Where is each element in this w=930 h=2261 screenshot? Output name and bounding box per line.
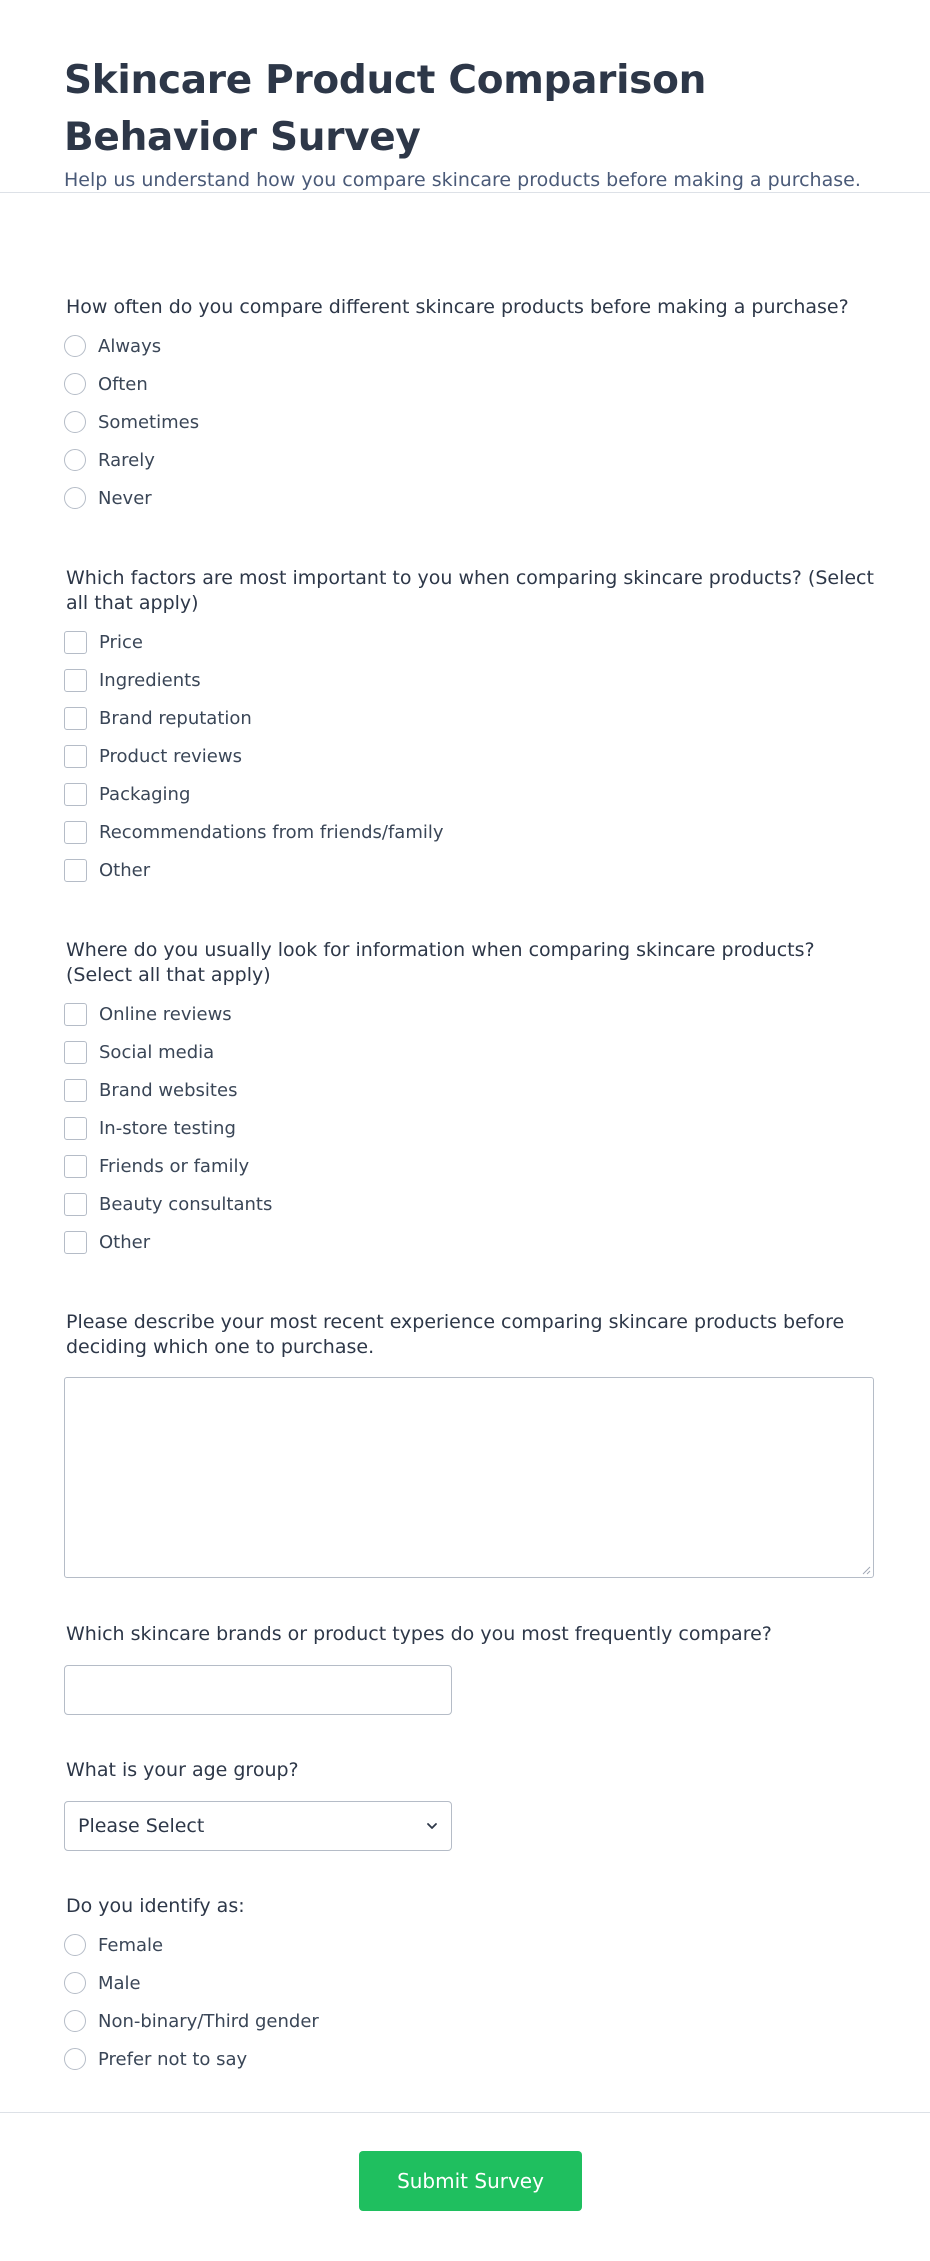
radio-option-sometimes[interactable]	[64, 403, 876, 441]
checkbox-option-social-media[interactable]	[64, 1033, 876, 1071]
radio-option-never[interactable]	[64, 479, 876, 517]
option-label: Product reviews	[99, 745, 242, 767]
radio-option-non-binary[interactable]	[64, 2002, 876, 2040]
checkbox[interactable]	[64, 1193, 87, 1216]
radio-option-female[interactable]	[64, 1926, 876, 1964]
question-label: Do you identify as:	[66, 1895, 245, 1917]
option-label: Non-binary/Third gender	[98, 2010, 319, 2032]
question-information-sources	[66, 938, 876, 1261]
question-label: Which skincare brands or product types do you most frequently compare?	[66, 1623, 772, 1645]
option-label: Recommendations from friends/family	[99, 821, 444, 843]
checkbox[interactable]	[64, 631, 87, 654]
option-label: Often	[98, 373, 148, 395]
checkbox[interactable]	[64, 1155, 87, 1178]
radio-button[interactable]	[64, 449, 86, 471]
checkbox-option-friends-family[interactable]	[64, 1147, 876, 1185]
checkbox-option-in-store-testing[interactable]	[64, 1109, 876, 1147]
checkbox[interactable]	[64, 1117, 87, 1140]
option-label: Always	[98, 335, 162, 357]
radio-option-often[interactable]	[64, 365, 876, 403]
option-label: Never	[98, 487, 152, 509]
option-label: Brand reputation	[99, 707, 252, 729]
checkbox-option-beauty-consultants[interactable]	[64, 1185, 876, 1223]
page-subtitle: Help us understand how you compare skincare products before making a purchase.	[64, 169, 861, 191]
radio-button[interactable]	[64, 1934, 86, 1956]
checkbox[interactable]	[64, 821, 87, 844]
radio-button[interactable]	[64, 487, 86, 509]
option-label: Beauty consultants	[99, 1193, 273, 1215]
checkbox-option-recommendations[interactable]	[64, 813, 876, 851]
submit-button[interactable]: Submit Survey	[359, 2151, 582, 2211]
radio-button[interactable]	[64, 411, 86, 433]
option-label: Ingredients	[99, 669, 201, 691]
checkbox[interactable]	[64, 1003, 87, 1026]
resize-grip-icon[interactable]	[861, 1565, 871, 1575]
checkbox[interactable]	[64, 1231, 87, 1254]
checkbox[interactable]	[64, 707, 87, 730]
select-value: Please Select	[78, 1815, 205, 1837]
question-label: Please describe your most recent experience comparing skincare products before deciding which one to purchase.	[66, 1311, 845, 1358]
checkbox-option-ingredients[interactable]	[64, 661, 876, 699]
option-label: Other	[99, 859, 151, 881]
checkbox-option-brand-reputation[interactable]	[64, 699, 876, 737]
checkbox-option-packaging[interactable]	[64, 775, 876, 813]
radio-option-male[interactable]	[64, 1964, 876, 2002]
radio-option-prefer-not-to-say[interactable]	[64, 2040, 876, 2078]
option-label: Social media	[99, 1041, 215, 1063]
option-label: Other	[99, 1231, 151, 1253]
question-label: Which factors are most important to you when comparing skincare products? (Select all that apply)	[66, 567, 874, 614]
option-label: Price	[99, 631, 143, 653]
radio-button[interactable]	[64, 335, 86, 357]
checkbox-option-brand-websites[interactable]	[64, 1071, 876, 1109]
radio-button[interactable]	[64, 373, 86, 395]
experience-textarea[interactable]	[64, 1377, 874, 1578]
checkbox[interactable]	[64, 669, 87, 692]
brands-text-input[interactable]	[64, 1665, 452, 1715]
option-label: Packaging	[99, 783, 191, 805]
question-label: What is your age group?	[66, 1759, 299, 1781]
radio-option-always[interactable]	[64, 327, 876, 365]
checkbox-option-other[interactable]	[64, 851, 876, 889]
option-label: Brand websites	[99, 1079, 238, 1101]
option-label: Sometimes	[98, 411, 200, 433]
checkbox[interactable]	[64, 745, 87, 768]
checkbox-option-other[interactable]	[64, 1223, 876, 1261]
option-label: Female	[98, 1934, 164, 1956]
radio-button[interactable]	[64, 1972, 86, 1994]
option-label: Prefer not to say	[98, 2048, 248, 2070]
checkbox-option-online-reviews[interactable]	[64, 995, 876, 1033]
checkbox[interactable]	[64, 1079, 87, 1102]
footer-divider	[0, 2112, 930, 2113]
radio-button[interactable]	[64, 2010, 86, 2032]
question-compare-frequency	[66, 295, 876, 517]
checkbox[interactable]	[64, 1041, 87, 1064]
checkbox[interactable]	[64, 783, 87, 806]
checkbox[interactable]	[64, 859, 87, 882]
option-label: Rarely	[98, 449, 155, 471]
option-label: In-store testing	[99, 1117, 236, 1139]
survey-header	[0, 0, 930, 193]
option-label: Friends or family	[99, 1155, 250, 1177]
question-age-group	[66, 1758, 876, 1783]
option-label: Male	[98, 1972, 141, 1994]
checkbox-option-product-reviews[interactable]	[64, 737, 876, 775]
question-recent-experience	[66, 1310, 876, 1360]
question-gender-identity	[66, 1894, 876, 2078]
question-important-factors	[66, 566, 876, 889]
question-label: How often do you compare different skincare products before making a purchase?	[66, 296, 849, 318]
checkbox-option-price[interactable]	[64, 623, 876, 661]
radio-button[interactable]	[64, 2048, 86, 2070]
age-group-select[interactable]	[64, 1801, 452, 1851]
page-title: Skincare Product Comparison Behavior Survey	[64, 58, 707, 160]
chevron-down-icon	[425, 1819, 439, 1833]
question-brands-compared	[66, 1622, 876, 1647]
radio-option-rarely[interactable]	[64, 441, 876, 479]
option-label: Online reviews	[99, 1003, 232, 1025]
question-label: Where do you usually look for information when comparing skincare products? (Select all that apply)	[66, 939, 815, 986]
